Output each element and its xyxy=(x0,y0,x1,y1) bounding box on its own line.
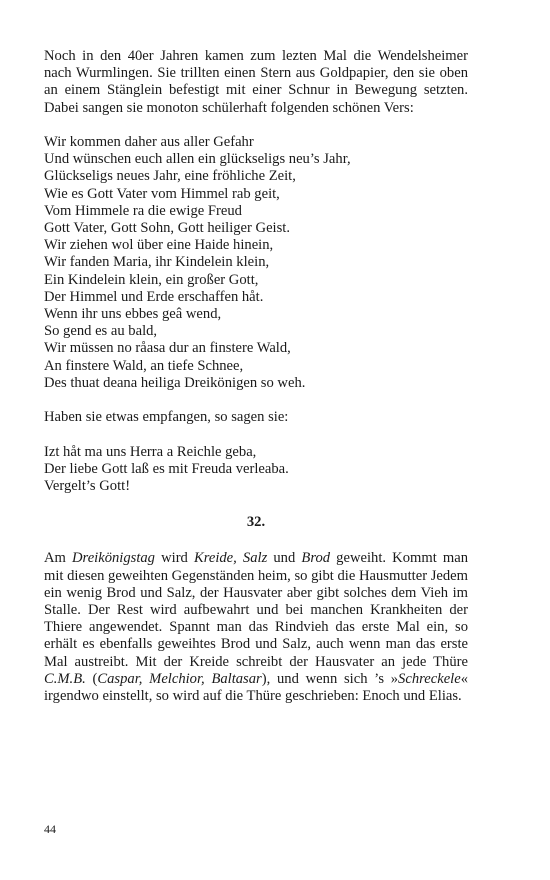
verse-line: Wir fanden Maria, ihr Kindelein klein, xyxy=(44,254,270,271)
section-paragraph xyxy=(44,550,468,705)
page-number: 44 xyxy=(44,822,56,836)
italic-text: Brod xyxy=(301,550,331,567)
text-run: Am xyxy=(44,550,73,567)
spacer xyxy=(44,495,468,514)
section-number: 32. xyxy=(246,514,266,531)
verse-line: Des thuat deana heiliga Dreikönigen so weh. xyxy=(44,374,306,391)
verse-line: An finstere Wald, an tiefe Schnee, xyxy=(44,357,244,374)
intro-paragraph: Noch in den 40er Jahren kamen zum lezten Mal die Wendelsheimer nach Wurmlingen. Sie trillten einen Stern aus Goldpapier, den sie oben an einem Stänglein befestigt mit einer Schnur in Bewegung setzten. Dabei sangen sie monoton schülerhaft folgenden schönen Vers: xyxy=(44,48,468,116)
italic-text: Schreckele xyxy=(398,670,461,687)
spacer xyxy=(44,117,468,134)
spacer xyxy=(44,426,468,443)
verse-line: Ein Kindelein klein, ein großer Gott, xyxy=(44,271,259,288)
page-body xyxy=(44,48,468,705)
text-run: geweiht. Kommt man mit diesen geweihten Gegenständen heim, so gibt die Hausmutter Jedem ein wenig Brod und Salz, der Hausvater aber gibt solches dem Vieh im Stalle. Der Rest wird aufbewahrt und bei manchen Krankheiten der Thiere angewendet. Spannt man das Rindvieh das erste Mal ein, so erhält es ebenfalls geweihtes Brod und Salz, auch wenn man das erste Mal austreibt. Mit der Kreide schreibt der Hausvater an jede Thüre xyxy=(44,550,468,670)
text-run: und xyxy=(267,550,302,567)
verse-line: Der liebe Gott laß es mit Freuda verleaba. xyxy=(44,460,289,477)
verse-line: Und wünschen euch allen ein glückseligs neu’s Jahr, xyxy=(44,151,351,168)
verse-line: So gend es au bald, xyxy=(44,323,158,340)
text-run: wird xyxy=(154,550,194,567)
italic-text: Kreide, Salz xyxy=(193,550,268,567)
verse-line: Wir müssen no råasa dur an finstere Wald, xyxy=(44,340,291,357)
verse-one xyxy=(44,134,468,392)
verse-line: Izt håt ma uns Herra a Reichle geba, xyxy=(44,443,257,460)
text-run: ), und wenn sich ’s » xyxy=(261,670,399,687)
middle-line: Haben sie etwas empfangen, so sagen sie: xyxy=(44,409,289,426)
verse-line: Wir ziehen wol über eine Haide hinein, xyxy=(44,237,274,254)
verse-line: Der Himmel und Erde erschaffen håt. xyxy=(44,288,264,305)
verse-two xyxy=(44,444,468,496)
verse-line: Wie es Gott Vater vom Himmel rab geit, xyxy=(44,185,280,202)
italic-text: Dreikönigstag xyxy=(72,550,155,567)
text-run: ( xyxy=(85,670,98,687)
spacer xyxy=(44,531,468,550)
text-run: « irgendwo einstellt, so wird auf die Thüre geschrieben: Enoch und Elias. xyxy=(44,670,468,705)
spacer xyxy=(44,392,468,409)
verse-line: Gott Vater, Gott Sohn, Gott heiliger Geist. xyxy=(44,220,290,237)
verse-line: Wir kommen daher aus aller Gefahr xyxy=(44,134,254,150)
italic-text: C.M.B. xyxy=(44,670,86,687)
verse-line: Vergelt’s Gott! xyxy=(44,478,131,495)
italic-text: Caspar, Melchior, Baltasar xyxy=(97,670,262,687)
verse-line: Glückseligs neues Jahr, eine fröhliche Zeit, xyxy=(44,168,296,185)
verse-line: Vom Himmele ra die ewige Freud xyxy=(44,202,242,219)
verse-line: Wenn ihr uns ebbes geâ wend, xyxy=(44,306,222,323)
